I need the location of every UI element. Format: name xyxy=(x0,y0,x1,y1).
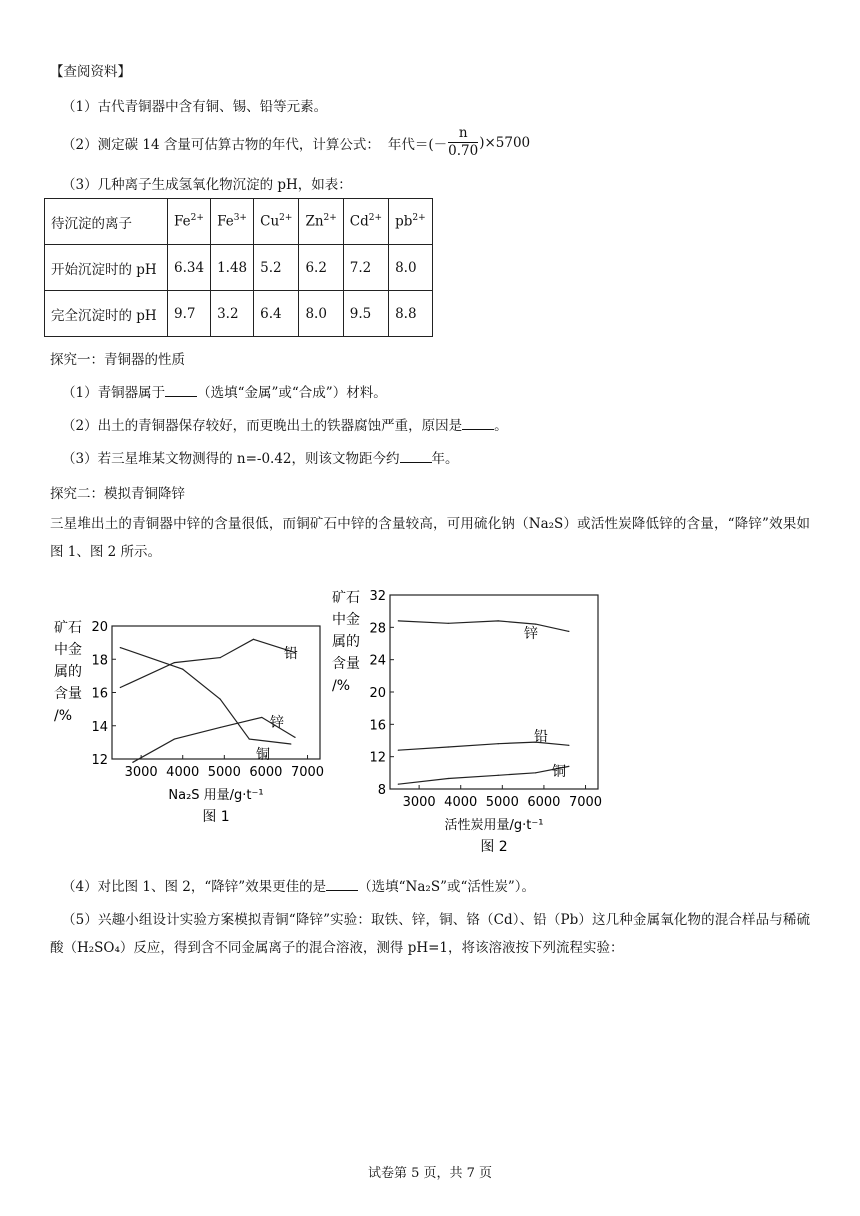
series-point xyxy=(398,750,399,751)
question-2-text-b: 。 xyxy=(494,418,508,434)
y-tick-label: 20 xyxy=(91,620,108,635)
table-cell: 8.8 xyxy=(389,291,433,337)
y-axis-label: 中金 xyxy=(332,612,360,628)
question-5: （5）兴趣小组设计实验方案模拟青铜“降锌”实验：取铁、锌，铜、铬（Cd）、铅（Pb）这几种金属氧化物的混合样品与稀硫酸（H₂SO₄）反应，得到含不同金属离子的混合溶液，测得 pH=1，将该溶液按下列流程实验： xyxy=(50,912,810,956)
ion-header-cell xyxy=(168,199,211,245)
series-point xyxy=(220,699,221,700)
explore2-paragraph: 三星堆出土的青铜器中锌的含量很低，而铜矿石中锌的含量较高，可用硫化钠（Na₂S）或活性炭降低锌的含量，“降锌”效果如图 1、图 2 所示。 xyxy=(50,516,810,560)
x-tick-label: 4000 xyxy=(166,765,200,780)
y-tick-label: 32 xyxy=(369,589,386,604)
formula-fraction xyxy=(448,125,478,160)
x-tick-label: 7000 xyxy=(290,765,325,780)
explore1-title: 探究一：青铜器的性质 xyxy=(50,352,185,368)
y-tick-label: 12 xyxy=(91,753,108,768)
figure-caption: 图 1 xyxy=(202,809,230,825)
ion-symbol: Fe xyxy=(174,213,191,230)
question-3-text-a: （3）若三星堆某文物测得的 n=-0.42，则该文物距今约 xyxy=(62,451,400,467)
answer-blank[interactable] xyxy=(326,878,358,891)
series-point xyxy=(535,624,536,625)
x-axis-label: Na₂S 用量/g·t⁻¹ xyxy=(168,788,264,803)
series-point xyxy=(535,772,536,773)
ion-symbol: Fe xyxy=(217,213,234,230)
x-tick-label: 5000 xyxy=(485,795,519,810)
question-4-text-a: （4）对比图 1、图 2，“降锌”效果更佳的是 xyxy=(62,879,327,895)
series-label: 铜 xyxy=(256,747,270,763)
ion-charge: 2+ xyxy=(323,213,337,224)
series-point xyxy=(220,657,221,658)
table-cell: 9.5 xyxy=(343,291,388,337)
x-tick-label: 7000 xyxy=(568,795,603,810)
question-2-text-a: （2）出土的青铜器保存较好，而更晚出土的铁器腐蚀严重，原因是 xyxy=(62,418,463,434)
series-point xyxy=(253,639,254,640)
x-axis-label: 活性炭用量/g·t⁻¹ xyxy=(444,818,544,833)
series-point xyxy=(398,784,399,785)
series-line-1 xyxy=(398,621,569,632)
series-label: 锌 xyxy=(270,715,284,731)
y-tick-label: 18 xyxy=(91,653,108,669)
y-axis-label: 属的 xyxy=(54,664,82,680)
series-point xyxy=(498,620,499,621)
series-line-1 xyxy=(120,639,295,687)
table-cell: 9.7 xyxy=(168,291,211,337)
x-tick-label: 6000 xyxy=(527,795,561,810)
table-cell: 6.2 xyxy=(299,245,343,291)
table-cell: 8.0 xyxy=(299,291,343,337)
series-point xyxy=(448,778,449,779)
series-point xyxy=(174,738,175,739)
y-axis-label: 含量 xyxy=(332,656,360,672)
ion-header-cell xyxy=(211,199,254,245)
y-axis-label: 属的 xyxy=(332,634,360,650)
table-header-row xyxy=(45,199,433,245)
x-tick-label: 4000 xyxy=(444,795,478,810)
series-point xyxy=(294,737,295,738)
table-cell: 1.48 xyxy=(211,245,254,291)
y-tick-label: 20 xyxy=(369,686,386,701)
series-point xyxy=(498,775,499,776)
table-row-complete-ph xyxy=(45,291,433,337)
y-tick-label: 16 xyxy=(369,718,386,734)
series-point xyxy=(132,762,133,763)
y-axis-label: 含量 xyxy=(54,686,82,702)
answer-blank[interactable] xyxy=(400,450,432,463)
y-tick-label: 12 xyxy=(369,750,386,766)
x-tick-label: 6000 xyxy=(249,765,283,780)
series-point xyxy=(290,743,291,744)
page-footer: 试卷第 5 页，共 7 页 xyxy=(367,1166,493,1181)
reference-item-2 xyxy=(62,125,530,160)
series-line-2 xyxy=(120,648,291,744)
series-point xyxy=(120,647,121,648)
explore2-title: 探究二：模拟青铜降锌 xyxy=(50,486,185,502)
ion-symbol: Zn xyxy=(305,213,324,230)
reference-item-1: （1）古代青铜器中含有铜、锡、铅等元素。 xyxy=(62,99,328,115)
table-cell: 8.0 xyxy=(389,245,433,291)
series-point xyxy=(498,743,499,744)
table-cell: 5.2 xyxy=(254,245,299,291)
question-4-text-b: （选填“Na₂S”或“活性炭”）。 xyxy=(358,879,536,895)
y-tick-label: 8 xyxy=(377,783,386,798)
x-tick-label: 3000 xyxy=(402,795,436,810)
ion-header-cell xyxy=(299,199,343,245)
question-1-text-a: （1）青铜器属于 xyxy=(62,385,166,401)
series-point xyxy=(568,766,569,767)
question-1-text-b: （选填“金属”或“合成”）材料。 xyxy=(197,385,387,401)
formula-prefix: 年代＝(－ xyxy=(387,136,448,153)
ion-charge: 2+ xyxy=(279,213,293,224)
table-cell: 6.4 xyxy=(254,291,299,337)
series-label: 锌 xyxy=(524,626,538,642)
ion-symbol: pb xyxy=(395,213,413,230)
table-cell: 3.2 xyxy=(211,291,254,337)
formula-numerator: n xyxy=(448,125,478,143)
answer-blank[interactable] xyxy=(462,417,494,430)
ion-charge: 2+ xyxy=(190,213,204,224)
x-tick-label: 5000 xyxy=(207,765,241,780)
reference-item-3: （3）几种离子生成氢氧化物沉淀的 pH，如表： xyxy=(62,177,352,193)
formula-denominator: 0.70 xyxy=(448,143,479,159)
ion-charge: 3+ xyxy=(233,213,247,224)
ion-charge: 2+ xyxy=(412,213,426,224)
series-label: 铅 xyxy=(284,646,298,662)
row-label: 开始沉淀时的 pH xyxy=(45,245,168,291)
reference-item-2-text: （2）测定碳 14 含量可估算古物的年代，计算公式： xyxy=(62,136,380,153)
series-point xyxy=(568,631,569,632)
figure-1-chart xyxy=(50,580,350,840)
y-axis-label: /% xyxy=(332,678,351,694)
series-label: 铜 xyxy=(552,764,566,780)
question-2 xyxy=(62,414,508,434)
row-label: 完全沉淀时的 pH xyxy=(45,291,168,337)
series-point xyxy=(448,746,449,747)
ion-charge: 2+ xyxy=(368,213,383,224)
ion-symbol: Cu xyxy=(260,213,280,230)
y-axis-label: 矿石 xyxy=(54,620,82,636)
question-3-text-b: 年。 xyxy=(431,451,459,467)
table-cell: 6.34 xyxy=(168,245,211,291)
series-point xyxy=(182,669,183,670)
plot-frame xyxy=(390,595,598,789)
series-point xyxy=(398,620,399,621)
y-tick-label: 16 xyxy=(91,686,108,702)
series-point xyxy=(120,687,121,688)
question-4 xyxy=(62,875,535,895)
x-tick-label: 3000 xyxy=(124,765,158,780)
precipitation-ph-table xyxy=(44,198,433,337)
y-axis-label: 中金 xyxy=(54,642,82,658)
series-point xyxy=(261,717,262,718)
y-tick-label: 14 xyxy=(91,719,108,735)
series-line-3 xyxy=(398,766,569,784)
series-point xyxy=(220,727,221,728)
ion-symbol: Cd xyxy=(349,213,369,230)
ion-header-cell xyxy=(343,199,388,245)
question-1 xyxy=(62,381,387,401)
series-point xyxy=(568,745,569,746)
section-heading: 【查阅资料】 xyxy=(50,64,131,80)
table-corner-cell: 待沉淀的离子 xyxy=(45,199,168,245)
series-point xyxy=(174,662,175,663)
formula-suffix: )×5700 xyxy=(479,134,531,151)
series-point xyxy=(249,738,250,739)
y-axis-label: 矿石 xyxy=(332,590,360,606)
y-tick-label: 28 xyxy=(369,621,386,637)
y-tick-label: 24 xyxy=(369,653,386,669)
figure-2-chart xyxy=(328,580,618,870)
answer-blank[interactable] xyxy=(165,384,197,397)
table-row-start-ph xyxy=(45,245,433,291)
question-3 xyxy=(62,447,459,467)
figure-caption: 图 2 xyxy=(480,839,508,855)
ion-header-cell xyxy=(254,199,299,245)
y-axis-label: /% xyxy=(54,708,73,724)
series-label: 铅 xyxy=(534,729,548,745)
series-point xyxy=(448,623,449,624)
ion-header-cell xyxy=(389,199,433,245)
table-cell: 7.2 xyxy=(343,245,388,291)
